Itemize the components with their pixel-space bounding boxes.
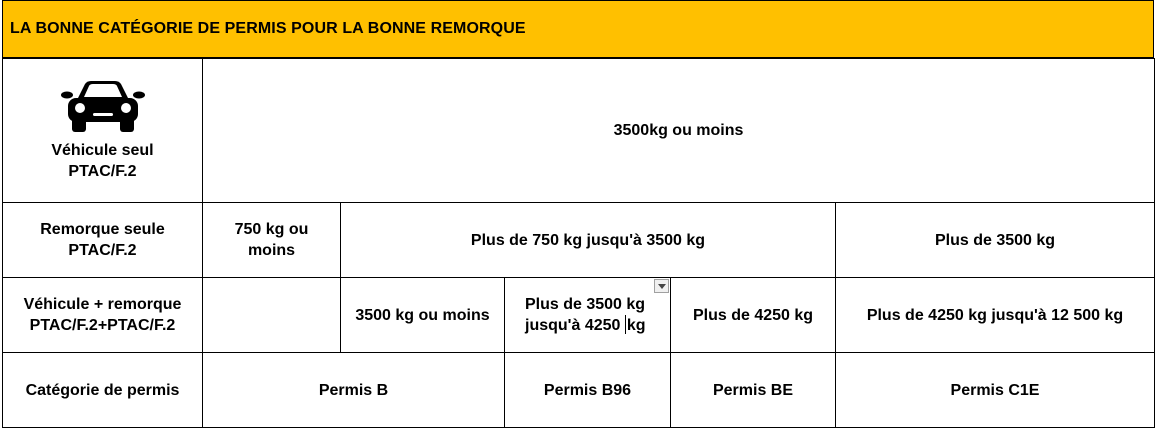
license-c1e: Permis C1E [950,381,1040,399]
vehicle-label-cell[interactable] [3,59,203,203]
table-row [3,203,1155,278]
license-b96-cell[interactable] [505,353,671,428]
chevron-down-icon [658,284,666,289]
trailer-label-cell[interactable] [3,203,203,278]
combo-3500-cell[interactable] [341,278,505,353]
license-c1e-cell[interactable] [836,353,1155,428]
trailer-750-3500-value: Plus de 750 kg jusqu'à 3500 kg [470,231,706,249]
combo-3500-4250-line1: Plus de 3500 kg [525,296,646,313]
combo-3500-value: 3500 kg ou moins [355,306,490,324]
combo-empty-cell[interactable] [203,278,341,353]
combo-4250-cell[interactable] [671,278,836,353]
trailer-label-line1: Remorque seule [40,221,165,238]
license-label-cell[interactable] [3,353,203,428]
combo-label-line2: PTAC/F.2+PTAC/F.2 [29,317,176,334]
license-b96: Permis B96 [543,381,632,399]
combo-3500-4250-line2 [525,315,664,336]
combo-3500-4250-line2-unit: kg [626,317,646,334]
vehicle-value-cell[interactable] [203,59,1155,203]
combo-4250-12500-cell[interactable] [836,278,1155,353]
license-be-cell[interactable] [671,353,836,428]
car-icon [60,80,146,132]
table-title[interactable] [2,0,1154,58]
combo-3500-4250-cell[interactable] [505,278,671,353]
vehicle-label-line1: Véhicule seul [51,141,154,159]
trailer-750-3500-cell[interactable] [341,203,836,278]
license-label: Catégorie de permis [25,381,180,399]
combo-4250-value: Plus de 4250 kg [692,306,814,324]
combo-3500-4250-line2-text: jusqu'à 4250 [525,317,625,334]
combo-4250-12500-value: Plus de 4250 kg jusqu'à 12 500 kg [866,306,1124,324]
trailer-750-line1: 750 kg ou [234,221,309,238]
license-be: Permis BE [712,381,794,399]
combo-label-line1: Véhicule + remorque [23,296,182,313]
license-b: Permis B [318,381,389,399]
trailer-3500-plus-cell[interactable] [836,203,1155,278]
vehicle-value: 3500kg ou moins [613,122,744,139]
table-row [3,278,1155,353]
vehicle-label-line2: PTAC/F.2 [68,162,137,180]
license-b-cell[interactable] [203,353,505,428]
trailer-3500-plus-value: Plus de 3500 kg [934,231,1056,249]
table-row [3,353,1155,428]
trailer-label-line2: PTAC/F.2 [68,242,137,259]
text-cursor [625,315,626,334]
trailer-750-cell[interactable] [203,203,341,278]
table-row [3,59,1155,203]
table-title-text: LA BONNE CATÉGORIE DE PERMIS POUR LA BONNE REMORQUE [10,20,526,37]
spreadsheet-sheet [2,0,1156,427]
license-table [2,58,1155,428]
cell-dropdown-button[interactable] [654,279,669,293]
trailer-750-line2: moins [247,242,296,259]
combo-label-cell[interactable] [3,278,203,353]
